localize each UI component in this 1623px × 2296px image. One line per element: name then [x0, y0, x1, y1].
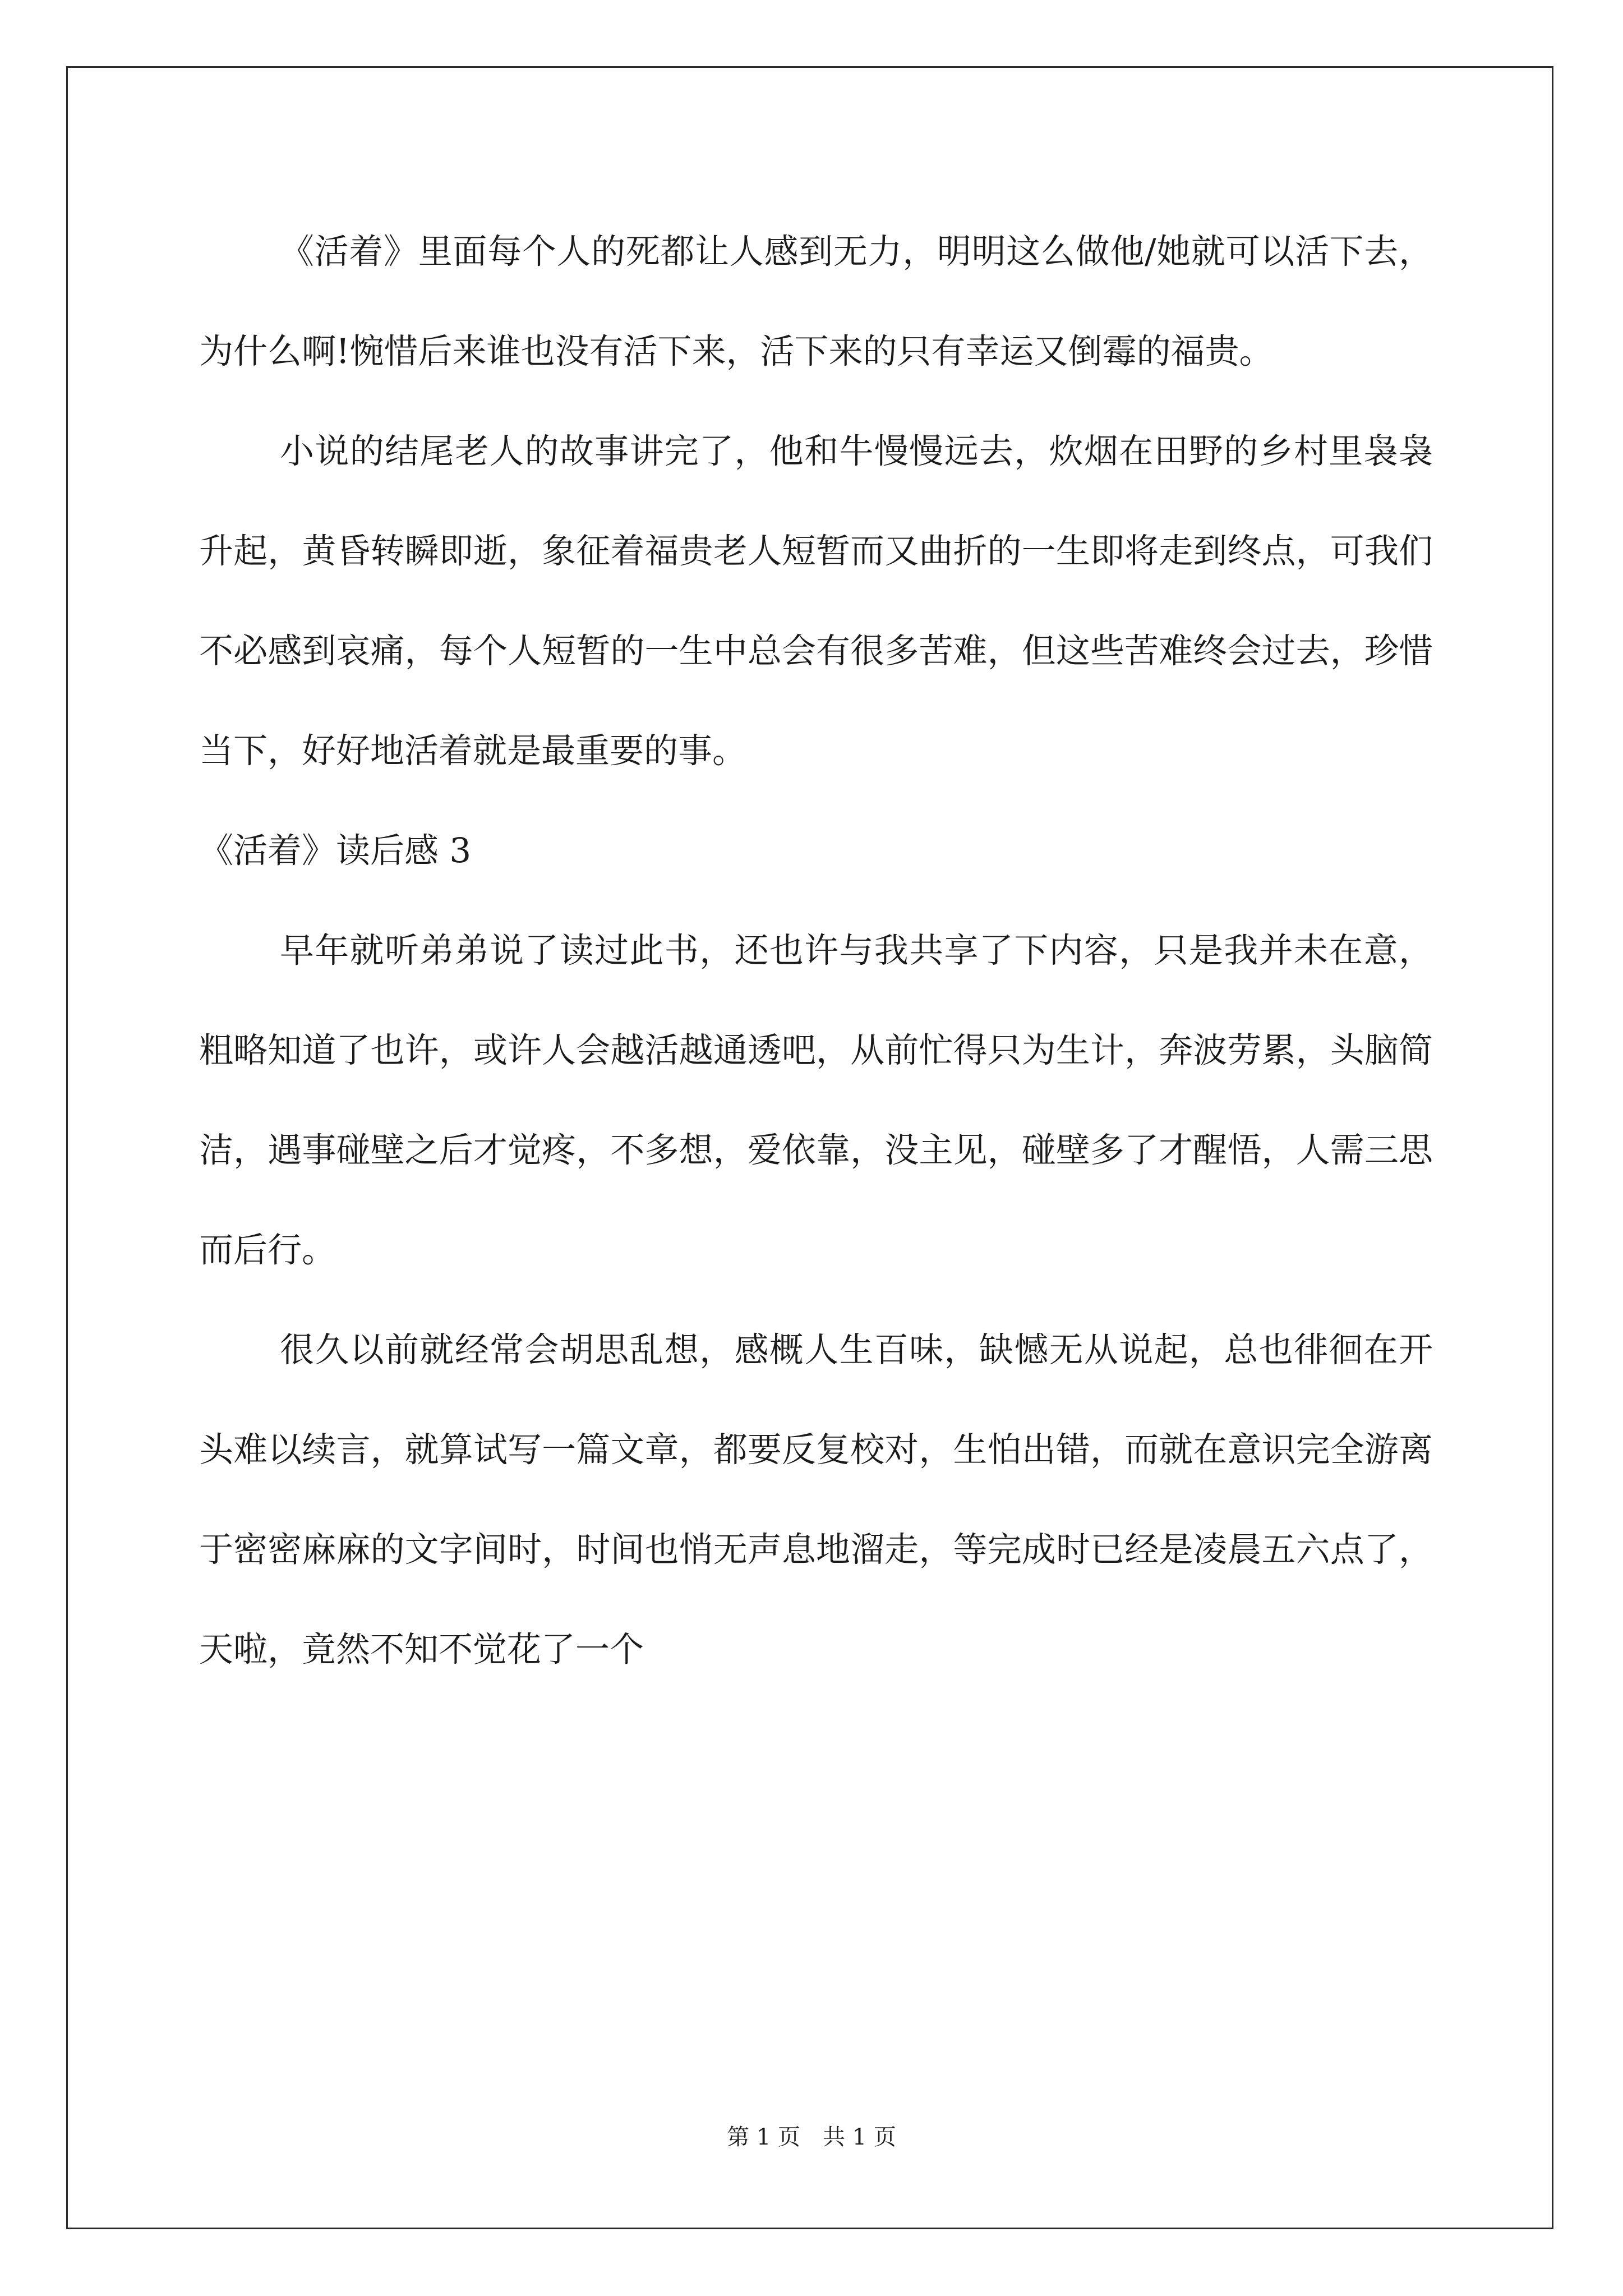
document-body — [199, 202, 1433, 1700]
paragraph: 很久以前就经常会胡思乱想，感概人生百味，缺憾无从说起，总也徘徊在开头难以续言，就算试写一篇文章，都要反复校对，生怕出错，而就在意识完全游离于密密麻麻的文字间时，时间也悄无声息地溜走，等完成时已经是凌晨五六点了，天啦，竟然不知不觉花了一个 — [199, 1330, 1433, 1669]
paragraph: 早年就听弟弟说了读过此书，还也许与我共享了下内容，只是我并未在意，粗略知道了也许，或许人会越活越通透吧，从前忙得只为生计，奔波劳累，头脑简洁，遇事碰壁之后才觉疼，不多想，爱依靠，没主见，碰壁多了才醒悟，人需三思而后行。 — [199, 931, 1433, 1270]
page-footer: 第 1 页 共 1 页 — [727, 2124, 896, 2150]
paragraph: 小说的结尾老人的故事讲完了，他和牛慢慢远去，炊烟在田野的乡村里袅袅升起，黄昏转瞬即逝，象征着福贵老人短暂而又曲折的一生即将走到终点，可我们不必感到哀痛，每个人短暂的一生中总会有很多苦难，但这些苦难终会过去，珍惜当下，好好地活着就是最重要的事。 — [199, 431, 1433, 771]
section-heading: 《活着》读后感 3 — [199, 831, 472, 871]
paragraph: 《活着》里面每个人的死都让人感到无力，明明这么做他/她就可以活下去，为什么啊!惋惜后来谁也没有活下来，活下来的只有幸运又倒霉的福贵。 — [199, 232, 1433, 371]
